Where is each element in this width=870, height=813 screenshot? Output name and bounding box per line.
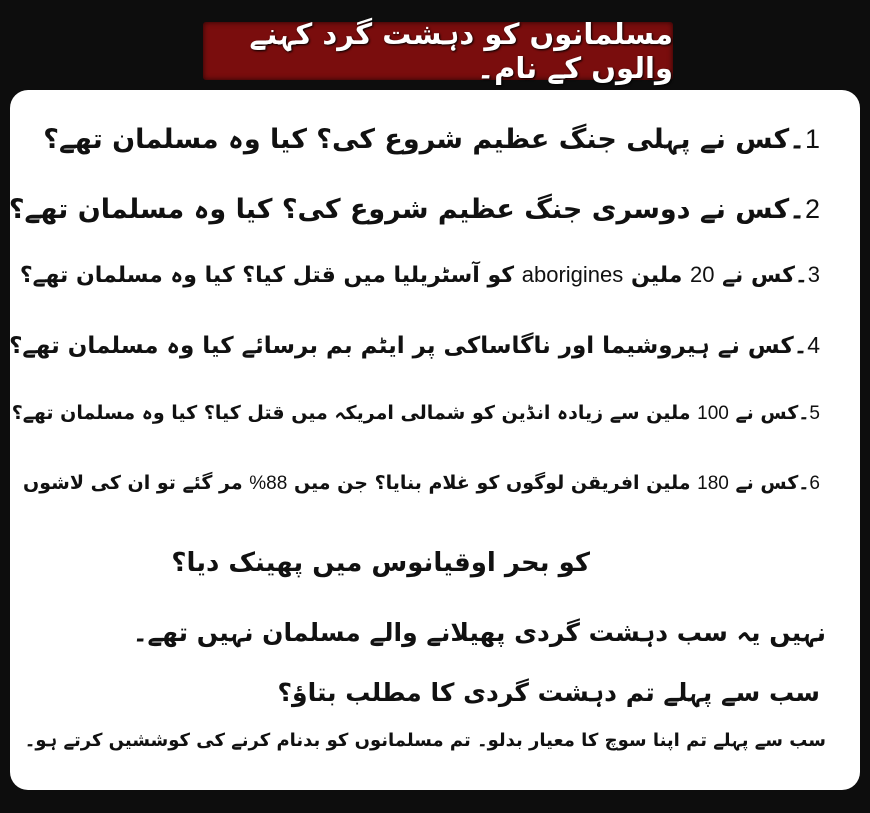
question-1 [43,124,820,155]
latin-word: aborigines [521,262,624,287]
question-number: 5 [809,403,820,424]
question-text: ۔کس نے [735,402,810,424]
question-text: ۔کس نے دوسری جنگ عظیم شروع کی؟ کیا وہ مسلمان تھے؟ [8,194,805,225]
closing-line-3: سب سے پہلے تم اپنا سوچ کا معیار بدلو۔ تم مسلمانوں کو بدنام کرنے کی کوششیں کرتے ہو۔ [24,730,826,751]
question-text: ملین افریقن لوگوں کو غلام بنایا؟ جن میں [293,472,691,494]
question-number: 3 [807,262,820,287]
question-text: ۔کس نے پہلی جنگ عظیم شروع کی؟ کیا وہ مسلمان تھے؟ [43,124,805,155]
figure: 100 [697,403,729,424]
question-3 [20,262,820,288]
content-card [10,90,860,790]
question-text: ۔کس نے ہیروشیما اور ناگاساکی پر ایٹم بم برسائے کیا وہ مسلمان تھے؟ [9,333,808,359]
question-text: ۔کس نے [722,263,808,288]
figure: 180 [697,473,729,494]
question-text: ملین [630,263,683,288]
question-text: مر گئے تو ان کی لاشوں [23,472,243,494]
question-number: 2 [804,194,820,224]
title-banner [203,17,673,85]
question-text: ۔کس نے [735,472,810,494]
figure: 20 [690,262,715,287]
closing-line-1: نہیں یہ سب دہشت گردی پھیلانے والے مسلمان نہیں تھے۔ [132,618,826,647]
figure: 88% [249,473,288,494]
question-number: 4 [807,332,820,358]
question-6-continuation: کو بحر اوقیانوس میں پھینک دیا؟ [171,548,590,578]
question-6 [23,472,820,495]
question-4 [9,332,820,359]
question-2 [9,194,820,225]
question-number: 6 [809,473,820,494]
closing-line-2: سب سے پہلے تم دہشت گردی کا مطلب بتاؤ؟ [277,678,820,707]
question-number: 1 [804,124,820,154]
question-text: ملین سے زیادہ انڈین کو شمالی امریکہ میں قتل کیا؟ کیا وہ مسلمان تھے؟ [11,402,691,424]
question-5 [12,402,820,425]
page-title: مسلمانوں کو دہشت گرد کہنے والوں کے نام۔ [249,17,673,85]
question-text: کو آسٹریلیا میں قتل کیا؟ کیا وہ مسلمان تھے؟ [19,263,515,288]
